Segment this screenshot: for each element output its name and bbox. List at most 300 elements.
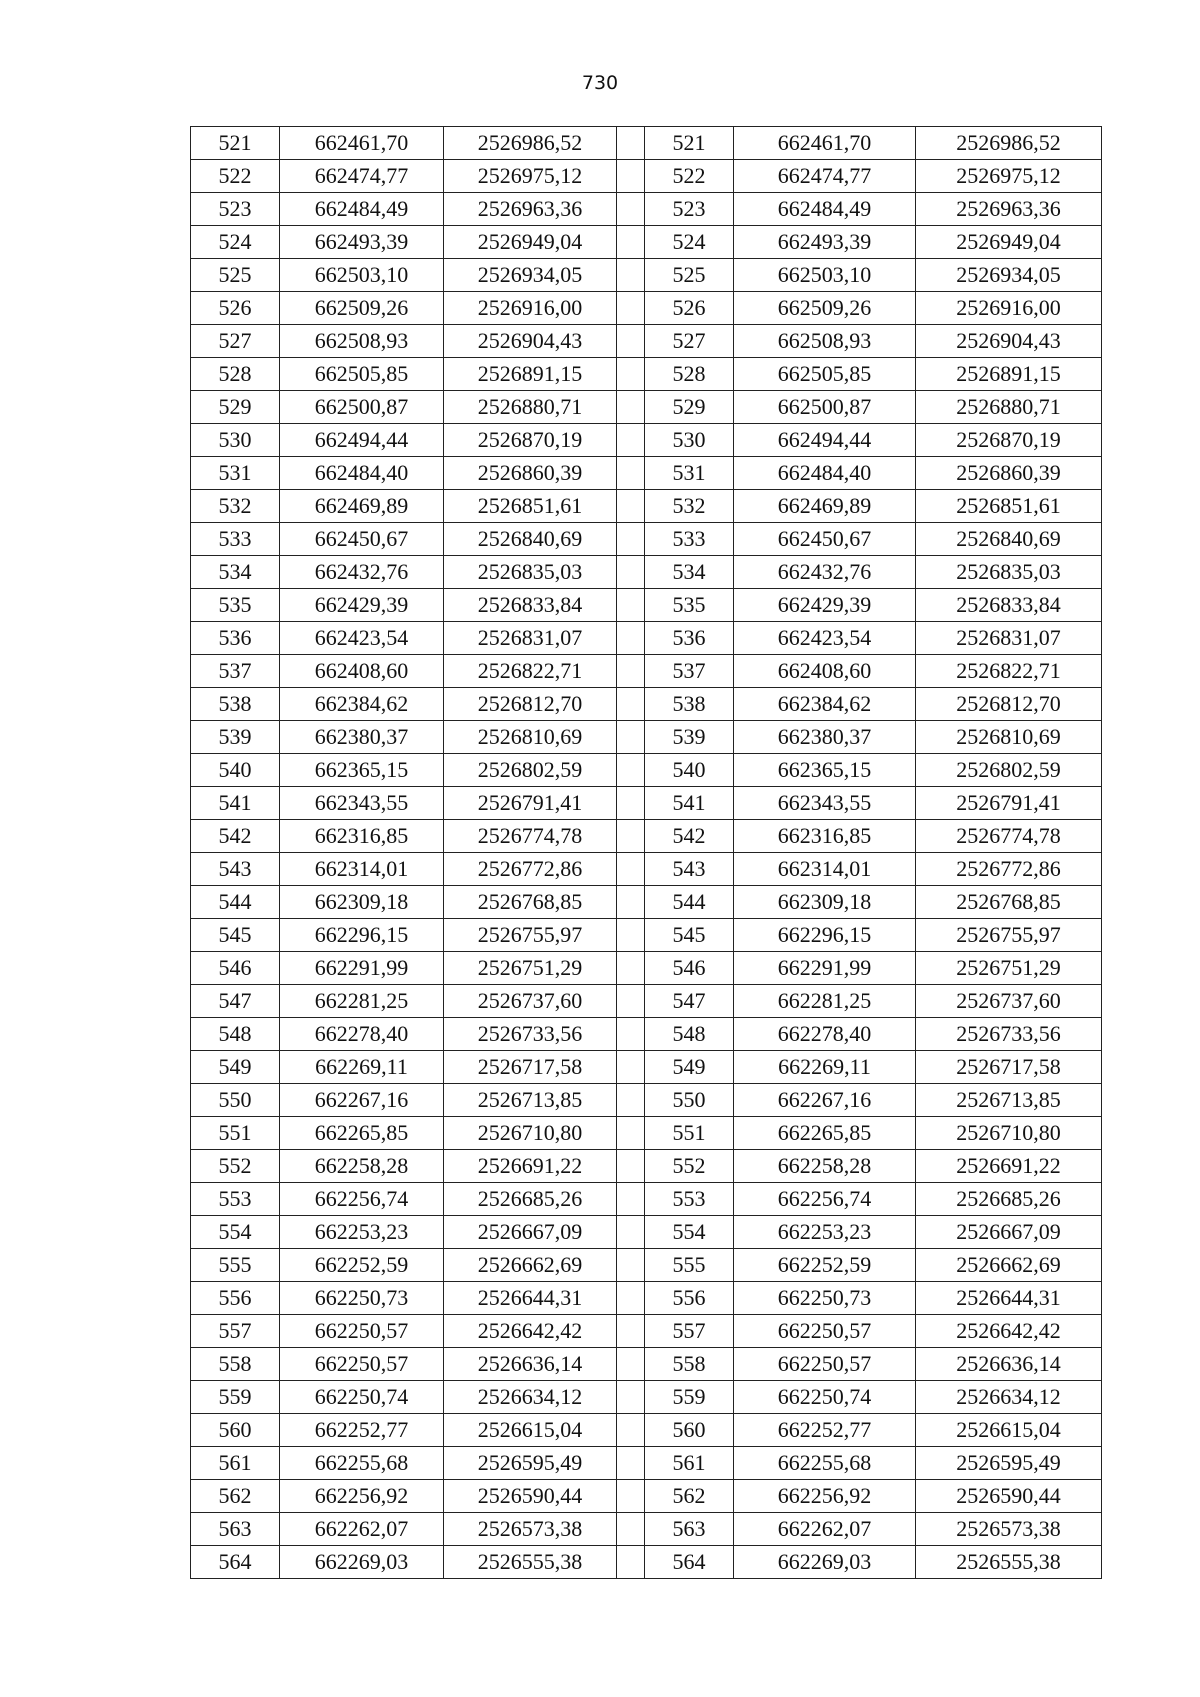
right-y-coordinate-cell: 2526949,04 — [916, 226, 1102, 259]
separator-cell — [617, 292, 645, 325]
right-point-number-cell: 553 — [645, 1183, 734, 1216]
left-y-coordinate-cell: 2526934,05 — [444, 259, 617, 292]
separator-cell — [617, 1018, 645, 1051]
left-x-coordinate-cell: 662508,93 — [280, 325, 444, 358]
left-point-number-cell: 554 — [191, 1216, 280, 1249]
right-point-number-cell: 554 — [645, 1216, 734, 1249]
left-y-coordinate-cell: 2526802,59 — [444, 754, 617, 787]
right-point-number-cell: 563 — [645, 1513, 734, 1546]
separator-cell — [617, 853, 645, 886]
left-y-coordinate-cell: 2526751,29 — [444, 952, 617, 985]
right-y-coordinate-cell: 2526934,05 — [916, 259, 1102, 292]
right-y-coordinate-cell: 2526860,39 — [916, 457, 1102, 490]
table-row — [191, 1249, 1102, 1282]
table-row — [191, 193, 1102, 226]
right-x-coordinate-cell: 662269,03 — [734, 1546, 916, 1579]
left-y-coordinate-cell: 2526662,69 — [444, 1249, 617, 1282]
left-x-coordinate-cell: 662252,59 — [280, 1249, 444, 1282]
table-row — [191, 1183, 1102, 1216]
right-x-coordinate-cell: 662423,54 — [734, 622, 916, 655]
right-point-number-cell: 537 — [645, 655, 734, 688]
right-x-coordinate-cell: 662256,92 — [734, 1480, 916, 1513]
left-point-number-cell: 561 — [191, 1447, 280, 1480]
left-point-number-cell: 521 — [191, 127, 280, 160]
right-x-coordinate-cell: 662253,23 — [734, 1216, 916, 1249]
right-x-coordinate-cell: 662314,01 — [734, 853, 916, 886]
right-point-number-cell: 561 — [645, 1447, 734, 1480]
left-x-coordinate-cell: 662255,68 — [280, 1447, 444, 1480]
table-row — [191, 820, 1102, 853]
right-y-coordinate-cell: 2526835,03 — [916, 556, 1102, 589]
left-point-number-cell: 553 — [191, 1183, 280, 1216]
table-row — [191, 688, 1102, 721]
right-point-number-cell: 557 — [645, 1315, 734, 1348]
left-point-number-cell: 531 — [191, 457, 280, 490]
table-row — [191, 160, 1102, 193]
table-row — [191, 853, 1102, 886]
left-x-coordinate-cell: 662493,39 — [280, 226, 444, 259]
left-x-coordinate-cell: 662509,26 — [280, 292, 444, 325]
table-row — [191, 1315, 1102, 1348]
right-x-coordinate-cell: 662256,74 — [734, 1183, 916, 1216]
right-point-number-cell: 523 — [645, 193, 734, 226]
right-point-number-cell: 522 — [645, 160, 734, 193]
left-x-coordinate-cell: 662250,57 — [280, 1315, 444, 1348]
right-x-coordinate-cell: 662265,85 — [734, 1117, 916, 1150]
separator-cell — [617, 457, 645, 490]
left-x-coordinate-cell: 662269,03 — [280, 1546, 444, 1579]
right-point-number-cell: 527 — [645, 325, 734, 358]
left-y-coordinate-cell: 2526691,22 — [444, 1150, 617, 1183]
left-x-coordinate-cell: 662380,37 — [280, 721, 444, 754]
right-point-number-cell: 538 — [645, 688, 734, 721]
left-y-coordinate-cell: 2526590,44 — [444, 1480, 617, 1513]
separator-cell — [617, 1282, 645, 1315]
left-point-number-cell: 544 — [191, 886, 280, 919]
right-x-coordinate-cell: 662365,15 — [734, 754, 916, 787]
left-point-number-cell: 550 — [191, 1084, 280, 1117]
separator-cell — [617, 1348, 645, 1381]
left-point-number-cell: 559 — [191, 1381, 280, 1414]
right-x-coordinate-cell: 662252,77 — [734, 1414, 916, 1447]
table-row — [191, 1414, 1102, 1447]
right-x-coordinate-cell: 662493,39 — [734, 226, 916, 259]
left-x-coordinate-cell: 662256,74 — [280, 1183, 444, 1216]
left-y-coordinate-cell: 2526891,15 — [444, 358, 617, 391]
table-row — [191, 358, 1102, 391]
table-row — [191, 1117, 1102, 1150]
separator-cell — [617, 589, 645, 622]
left-x-coordinate-cell: 662314,01 — [280, 853, 444, 886]
coordinates-table-body — [191, 127, 1102, 1579]
right-x-coordinate-cell: 662262,07 — [734, 1513, 916, 1546]
right-y-coordinate-cell: 2526615,04 — [916, 1414, 1102, 1447]
left-y-coordinate-cell: 2526595,49 — [444, 1447, 617, 1480]
page-number: 730 — [581, 72, 619, 94]
separator-cell — [617, 1150, 645, 1183]
left-y-coordinate-cell: 2526644,31 — [444, 1282, 617, 1315]
separator-cell — [617, 688, 645, 721]
right-point-number-cell: 543 — [645, 853, 734, 886]
separator-cell — [617, 490, 645, 523]
right-x-coordinate-cell: 662503,10 — [734, 259, 916, 292]
right-y-coordinate-cell: 2526644,31 — [916, 1282, 1102, 1315]
left-y-coordinate-cell: 2526835,03 — [444, 556, 617, 589]
right-point-number-cell: 541 — [645, 787, 734, 820]
table-row — [191, 424, 1102, 457]
left-point-number-cell: 526 — [191, 292, 280, 325]
separator-cell — [617, 325, 645, 358]
left-point-number-cell: 538 — [191, 688, 280, 721]
right-y-coordinate-cell: 2526737,60 — [916, 985, 1102, 1018]
left-y-coordinate-cell: 2526986,52 — [444, 127, 617, 160]
separator-cell — [617, 556, 645, 589]
right-point-number-cell: 530 — [645, 424, 734, 457]
left-y-coordinate-cell: 2526822,71 — [444, 655, 617, 688]
left-y-coordinate-cell: 2526733,56 — [444, 1018, 617, 1051]
separator-cell — [617, 1249, 645, 1282]
left-point-number-cell: 537 — [191, 655, 280, 688]
left-x-coordinate-cell: 662469,89 — [280, 490, 444, 523]
left-y-coordinate-cell: 2526916,00 — [444, 292, 617, 325]
separator-cell — [617, 1381, 645, 1414]
table-row — [191, 1282, 1102, 1315]
left-point-number-cell: 533 — [191, 523, 280, 556]
left-y-coordinate-cell: 2526774,78 — [444, 820, 617, 853]
left-x-coordinate-cell: 662250,73 — [280, 1282, 444, 1315]
table-row — [191, 1381, 1102, 1414]
table-row — [191, 919, 1102, 952]
right-x-coordinate-cell: 662508,93 — [734, 325, 916, 358]
right-x-coordinate-cell: 662296,15 — [734, 919, 916, 952]
right-x-coordinate-cell: 662309,18 — [734, 886, 916, 919]
left-x-coordinate-cell: 662484,40 — [280, 457, 444, 490]
separator-cell — [617, 952, 645, 985]
right-x-coordinate-cell: 662429,39 — [734, 589, 916, 622]
left-x-coordinate-cell: 662423,54 — [280, 622, 444, 655]
separator-cell — [617, 193, 645, 226]
right-point-number-cell: 534 — [645, 556, 734, 589]
right-y-coordinate-cell: 2526851,61 — [916, 490, 1102, 523]
right-y-coordinate-cell: 2526812,70 — [916, 688, 1102, 721]
left-x-coordinate-cell: 662474,77 — [280, 160, 444, 193]
left-x-coordinate-cell: 662503,10 — [280, 259, 444, 292]
right-x-coordinate-cell: 662380,37 — [734, 721, 916, 754]
right-y-coordinate-cell: 2526662,69 — [916, 1249, 1102, 1282]
right-x-coordinate-cell: 662494,44 — [734, 424, 916, 457]
right-x-coordinate-cell: 662432,76 — [734, 556, 916, 589]
separator-cell — [617, 391, 645, 424]
separator-cell — [617, 226, 645, 259]
table-row — [191, 985, 1102, 1018]
left-x-coordinate-cell: 662505,85 — [280, 358, 444, 391]
left-x-coordinate-cell: 662265,85 — [280, 1117, 444, 1150]
right-y-coordinate-cell: 2526774,78 — [916, 820, 1102, 853]
right-y-coordinate-cell: 2526710,80 — [916, 1117, 1102, 1150]
right-x-coordinate-cell: 662469,89 — [734, 490, 916, 523]
left-x-coordinate-cell: 662450,67 — [280, 523, 444, 556]
table-row — [191, 391, 1102, 424]
left-point-number-cell: 539 — [191, 721, 280, 754]
left-point-number-cell: 555 — [191, 1249, 280, 1282]
left-y-coordinate-cell: 2526812,70 — [444, 688, 617, 721]
left-point-number-cell: 556 — [191, 1282, 280, 1315]
right-y-coordinate-cell: 2526590,44 — [916, 1480, 1102, 1513]
left-y-coordinate-cell: 2526810,69 — [444, 721, 617, 754]
left-x-coordinate-cell: 662461,70 — [280, 127, 444, 160]
right-point-number-cell: 529 — [645, 391, 734, 424]
table-row — [191, 622, 1102, 655]
right-x-coordinate-cell: 662278,40 — [734, 1018, 916, 1051]
left-point-number-cell: 534 — [191, 556, 280, 589]
separator-cell — [617, 127, 645, 160]
right-x-coordinate-cell: 662250,73 — [734, 1282, 916, 1315]
right-x-coordinate-cell: 662316,85 — [734, 820, 916, 853]
right-point-number-cell: 545 — [645, 919, 734, 952]
right-y-coordinate-cell: 2526833,84 — [916, 589, 1102, 622]
right-point-number-cell: 564 — [645, 1546, 734, 1579]
left-y-coordinate-cell: 2526904,43 — [444, 325, 617, 358]
table-row — [191, 226, 1102, 259]
left-y-coordinate-cell: 2526642,42 — [444, 1315, 617, 1348]
separator-cell — [617, 1315, 645, 1348]
right-point-number-cell: 547 — [645, 985, 734, 1018]
table-row — [191, 754, 1102, 787]
left-point-number-cell: 549 — [191, 1051, 280, 1084]
left-y-coordinate-cell: 2526555,38 — [444, 1546, 617, 1579]
right-y-coordinate-cell: 2526595,49 — [916, 1447, 1102, 1480]
left-point-number-cell: 532 — [191, 490, 280, 523]
table-row — [191, 787, 1102, 820]
left-y-coordinate-cell: 2526768,85 — [444, 886, 617, 919]
separator-cell — [617, 721, 645, 754]
right-point-number-cell: 526 — [645, 292, 734, 325]
table-row — [191, 1348, 1102, 1381]
separator-cell — [617, 787, 645, 820]
table-row — [191, 556, 1102, 589]
right-y-coordinate-cell: 2526768,85 — [916, 886, 1102, 919]
right-y-coordinate-cell: 2526717,58 — [916, 1051, 1102, 1084]
right-point-number-cell: 549 — [645, 1051, 734, 1084]
right-x-coordinate-cell: 662505,85 — [734, 358, 916, 391]
right-y-coordinate-cell: 2526916,00 — [916, 292, 1102, 325]
right-x-coordinate-cell: 662461,70 — [734, 127, 916, 160]
right-y-coordinate-cell: 2526880,71 — [916, 391, 1102, 424]
left-y-coordinate-cell: 2526667,09 — [444, 1216, 617, 1249]
left-y-coordinate-cell: 2526975,12 — [444, 160, 617, 193]
left-point-number-cell: 557 — [191, 1315, 280, 1348]
right-y-coordinate-cell: 2526751,29 — [916, 952, 1102, 985]
right-y-coordinate-cell: 2526573,38 — [916, 1513, 1102, 1546]
left-point-number-cell: 527 — [191, 325, 280, 358]
right-point-number-cell: 550 — [645, 1084, 734, 1117]
left-x-coordinate-cell: 662252,77 — [280, 1414, 444, 1447]
right-x-coordinate-cell: 662384,62 — [734, 688, 916, 721]
left-point-number-cell: 541 — [191, 787, 280, 820]
left-x-coordinate-cell: 662429,39 — [280, 589, 444, 622]
right-y-coordinate-cell: 2526963,36 — [916, 193, 1102, 226]
left-point-number-cell: 564 — [191, 1546, 280, 1579]
coordinates-table — [190, 126, 1102, 1579]
right-point-number-cell: 524 — [645, 226, 734, 259]
right-x-coordinate-cell: 662500,87 — [734, 391, 916, 424]
right-point-number-cell: 552 — [645, 1150, 734, 1183]
left-x-coordinate-cell: 662278,40 — [280, 1018, 444, 1051]
left-y-coordinate-cell: 2526870,19 — [444, 424, 617, 457]
right-y-coordinate-cell: 2526975,12 — [916, 160, 1102, 193]
left-point-number-cell: 563 — [191, 1513, 280, 1546]
table-row — [191, 589, 1102, 622]
left-y-coordinate-cell: 2526634,12 — [444, 1381, 617, 1414]
table-row — [191, 655, 1102, 688]
table-row — [191, 1546, 1102, 1579]
left-x-coordinate-cell: 662309,18 — [280, 886, 444, 919]
left-x-coordinate-cell: 662269,11 — [280, 1051, 444, 1084]
left-x-coordinate-cell: 662253,23 — [280, 1216, 444, 1249]
left-point-number-cell: 551 — [191, 1117, 280, 1150]
right-point-number-cell: 535 — [645, 589, 734, 622]
left-point-number-cell: 546 — [191, 952, 280, 985]
right-x-coordinate-cell: 662250,57 — [734, 1315, 916, 1348]
left-y-coordinate-cell: 2526791,41 — [444, 787, 617, 820]
right-x-coordinate-cell: 662474,77 — [734, 160, 916, 193]
left-point-number-cell: 529 — [191, 391, 280, 424]
left-y-coordinate-cell: 2526880,71 — [444, 391, 617, 424]
left-point-number-cell: 542 — [191, 820, 280, 853]
table-row — [191, 721, 1102, 754]
right-y-coordinate-cell: 2526831,07 — [916, 622, 1102, 655]
right-point-number-cell: 540 — [645, 754, 734, 787]
separator-cell — [617, 1480, 645, 1513]
right-y-coordinate-cell: 2526810,69 — [916, 721, 1102, 754]
table-row — [191, 127, 1102, 160]
table-row — [191, 1480, 1102, 1513]
separator-cell — [617, 886, 645, 919]
left-y-coordinate-cell: 2526717,58 — [444, 1051, 617, 1084]
left-y-coordinate-cell: 2526710,80 — [444, 1117, 617, 1150]
separator-cell — [617, 1414, 645, 1447]
separator-cell — [617, 424, 645, 457]
left-x-coordinate-cell: 662494,44 — [280, 424, 444, 457]
right-y-coordinate-cell: 2526840,69 — [916, 523, 1102, 556]
left-y-coordinate-cell: 2526840,69 — [444, 523, 617, 556]
right-y-coordinate-cell: 2526555,38 — [916, 1546, 1102, 1579]
right-x-coordinate-cell: 662450,67 — [734, 523, 916, 556]
left-y-coordinate-cell: 2526963,36 — [444, 193, 617, 226]
table-row — [191, 952, 1102, 985]
left-y-coordinate-cell: 2526615,04 — [444, 1414, 617, 1447]
right-y-coordinate-cell: 2526685,26 — [916, 1183, 1102, 1216]
right-point-number-cell: 562 — [645, 1480, 734, 1513]
right-point-number-cell: 525 — [645, 259, 734, 292]
table-row — [191, 523, 1102, 556]
left-y-coordinate-cell: 2526833,84 — [444, 589, 617, 622]
right-point-number-cell: 558 — [645, 1348, 734, 1381]
left-y-coordinate-cell: 2526860,39 — [444, 457, 617, 490]
right-x-coordinate-cell: 662258,28 — [734, 1150, 916, 1183]
left-point-number-cell: 536 — [191, 622, 280, 655]
right-y-coordinate-cell: 2526636,14 — [916, 1348, 1102, 1381]
right-x-coordinate-cell: 662291,99 — [734, 952, 916, 985]
right-point-number-cell: 548 — [645, 1018, 734, 1051]
table-row — [191, 1447, 1102, 1480]
right-y-coordinate-cell: 2526634,12 — [916, 1381, 1102, 1414]
right-x-coordinate-cell: 662255,68 — [734, 1447, 916, 1480]
left-x-coordinate-cell: 662258,28 — [280, 1150, 444, 1183]
table-row — [191, 325, 1102, 358]
left-x-coordinate-cell: 662250,74 — [280, 1381, 444, 1414]
left-y-coordinate-cell: 2526636,14 — [444, 1348, 617, 1381]
left-x-coordinate-cell: 662432,76 — [280, 556, 444, 589]
left-y-coordinate-cell: 2526949,04 — [444, 226, 617, 259]
right-x-coordinate-cell: 662509,26 — [734, 292, 916, 325]
right-point-number-cell: 536 — [645, 622, 734, 655]
left-x-coordinate-cell: 662316,85 — [280, 820, 444, 853]
right-point-number-cell: 521 — [645, 127, 734, 160]
right-point-number-cell: 533 — [645, 523, 734, 556]
left-point-number-cell: 528 — [191, 358, 280, 391]
right-point-number-cell: 560 — [645, 1414, 734, 1447]
right-y-coordinate-cell: 2526891,15 — [916, 358, 1102, 391]
left-y-coordinate-cell: 2526755,97 — [444, 919, 617, 952]
table-row — [191, 1051, 1102, 1084]
left-y-coordinate-cell: 2526772,86 — [444, 853, 617, 886]
separator-cell — [617, 919, 645, 952]
left-x-coordinate-cell: 662281,25 — [280, 985, 444, 1018]
right-point-number-cell: 542 — [645, 820, 734, 853]
left-y-coordinate-cell: 2526831,07 — [444, 622, 617, 655]
left-x-coordinate-cell: 662296,15 — [280, 919, 444, 952]
left-point-number-cell: 540 — [191, 754, 280, 787]
table-row — [191, 259, 1102, 292]
left-x-coordinate-cell: 662256,92 — [280, 1480, 444, 1513]
left-x-coordinate-cell: 662291,99 — [280, 952, 444, 985]
separator-cell — [617, 1084, 645, 1117]
table-row — [191, 457, 1102, 490]
separator-cell — [617, 1183, 645, 1216]
separator-cell — [617, 259, 645, 292]
left-point-number-cell: 524 — [191, 226, 280, 259]
right-point-number-cell: 544 — [645, 886, 734, 919]
right-point-number-cell: 556 — [645, 1282, 734, 1315]
left-x-coordinate-cell: 662484,49 — [280, 193, 444, 226]
separator-cell — [617, 1117, 645, 1150]
right-point-number-cell: 528 — [645, 358, 734, 391]
left-x-coordinate-cell: 662384,62 — [280, 688, 444, 721]
table-row — [191, 490, 1102, 523]
left-point-number-cell: 552 — [191, 1150, 280, 1183]
left-point-number-cell: 543 — [191, 853, 280, 886]
right-point-number-cell: 539 — [645, 721, 734, 754]
right-y-coordinate-cell: 2526691,22 — [916, 1150, 1102, 1183]
left-point-number-cell: 545 — [191, 919, 280, 952]
right-y-coordinate-cell: 2526986,52 — [916, 127, 1102, 160]
left-point-number-cell: 530 — [191, 424, 280, 457]
table-row — [191, 1216, 1102, 1249]
separator-cell — [617, 622, 645, 655]
right-point-number-cell: 551 — [645, 1117, 734, 1150]
right-x-coordinate-cell: 662252,59 — [734, 1249, 916, 1282]
table-row — [191, 1513, 1102, 1546]
left-y-coordinate-cell: 2526851,61 — [444, 490, 617, 523]
separator-cell — [617, 358, 645, 391]
left-x-coordinate-cell: 662408,60 — [280, 655, 444, 688]
left-x-coordinate-cell: 662365,15 — [280, 754, 444, 787]
separator-cell — [617, 160, 645, 193]
right-point-number-cell: 546 — [645, 952, 734, 985]
right-point-number-cell: 555 — [645, 1249, 734, 1282]
left-point-number-cell: 548 — [191, 1018, 280, 1051]
